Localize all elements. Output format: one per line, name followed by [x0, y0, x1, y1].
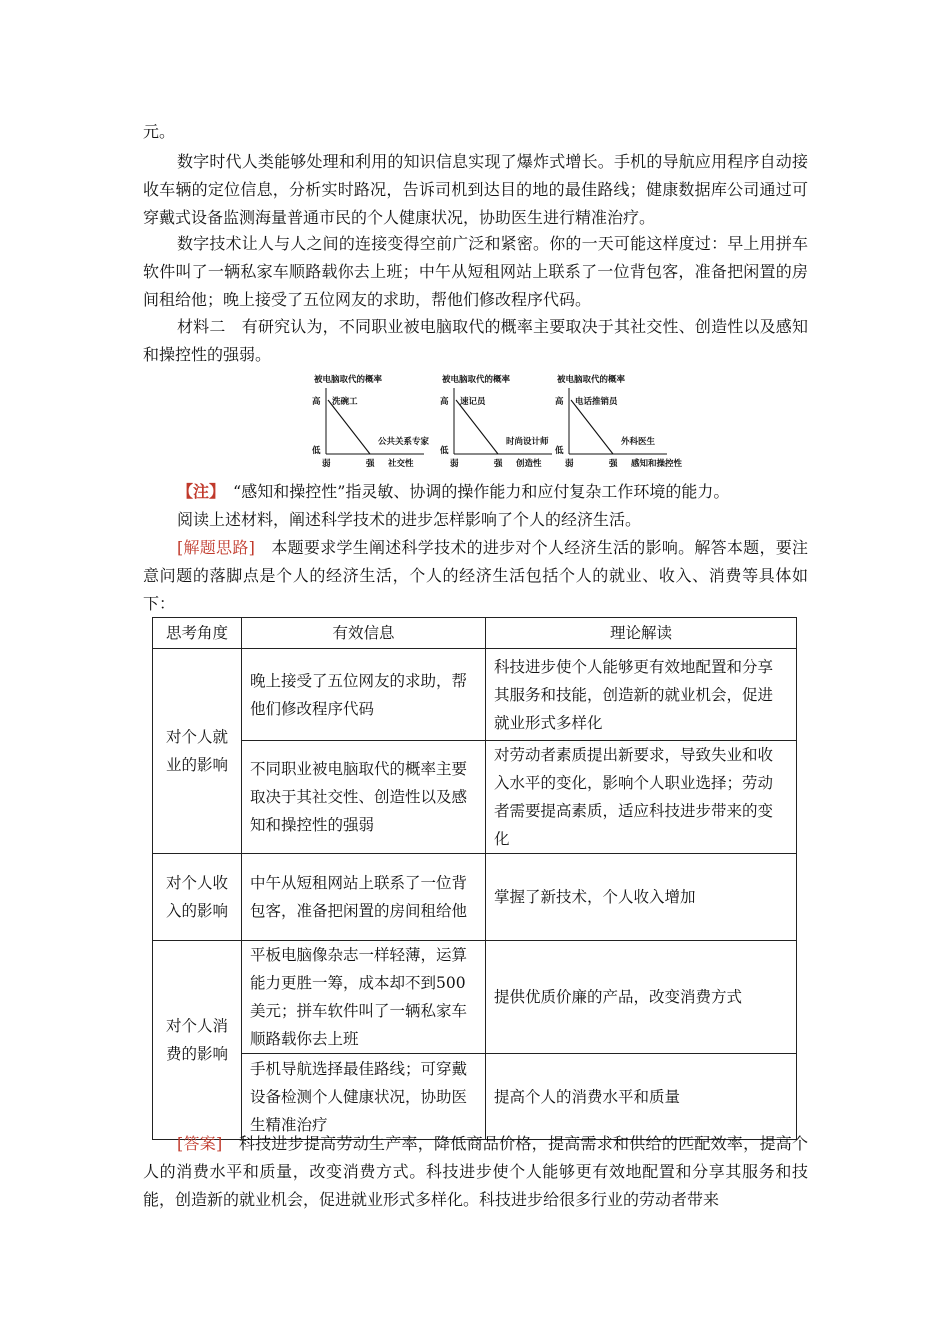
- x-tick-label: 强: [494, 459, 503, 469]
- point-label: 时尚设计师: [506, 437, 549, 447]
- theory-cell: 掌握了新技术，个人收入增加: [486, 854, 797, 941]
- chart-social: [310, 374, 435, 474]
- point-label: 外科医生: [621, 437, 656, 447]
- y-tick-label: 高: [555, 397, 564, 407]
- category-income: 对个人收入的影响: [153, 854, 242, 941]
- info-cell: 平板电脑像杂志一样轻薄，运算能力更胜一筹，成本却不到500美元；拼车软件叫了一辆私家车顺路载你去上班: [242, 941, 486, 1054]
- y-tick-label: 低: [440, 446, 449, 456]
- table-row: [153, 1054, 797, 1140]
- table-row: [153, 854, 797, 941]
- table-header-row: [153, 618, 797, 649]
- series-line: [571, 400, 613, 454]
- x-tick-label: 弱: [565, 459, 574, 469]
- chart-title: 被电脑取代的概率: [557, 375, 626, 385]
- series-line: [328, 400, 370, 454]
- y-tick-label: 高: [312, 397, 321, 407]
- info-cell: 晚上接受了五位网友的求助，帮他们修改程序代码: [242, 649, 486, 741]
- x-axis-label: 感知和操控性: [631, 459, 683, 469]
- theory-cell: 科技进步使个人能够更有效地配置和分享其服务和技能，创造新的就业机会，促进就业形式多样化: [486, 649, 797, 741]
- paragraph-continuation: 元。: [143, 122, 176, 141]
- header-theory: 理论解读: [486, 618, 797, 649]
- question-text: 阅读上述材料，阐述科学技术的进步怎样影响了个人的经济生活。: [177, 510, 642, 529]
- x-tick-label: 弱: [322, 459, 331, 469]
- table-row: [153, 649, 797, 741]
- theory-cell: 提供优质价廉的产品，改变消费方式: [486, 941, 797, 1054]
- category-consumption: 对个人消费的影响: [153, 941, 242, 1140]
- y-tick-label: 低: [312, 446, 321, 456]
- approach-text: 本题要求学生阐述科学技术的进步对个人经济生活的影响。解答本题，要注意问题的落脚点是个人的经济生活，个人的经济生活包括个人的就业、收入、消费等具体如下：: [143, 538, 808, 613]
- x-tick-label: 弱: [450, 459, 459, 469]
- point-label: 电话推销员: [575, 397, 618, 407]
- point-label: 公共关系专家: [378, 437, 430, 447]
- point-label: 速记员: [460, 397, 486, 407]
- analysis-table: [152, 617, 797, 1140]
- note-text: “感知和操控性”指灵敏、协调的操作能力和应付复杂工作环境的能力。: [217, 482, 730, 501]
- x-axis-label: 社交性: [388, 459, 414, 469]
- paragraph-digital-connection: 数字技术让人与人之间的连接变得空前广泛和紧密。你的一天可能这样度过：早上用拼车软件叫了一辆私家车顺路载你去上班；中午从短租网站上联系了一位背包客，准备把闲置的房间租给他；晚上接受了五位网友的求助，帮他们修改程序代码。: [143, 234, 808, 309]
- answer-label: [答案]: [177, 1134, 223, 1153]
- theory-cell: 对劳动者素质提出新要求，导致失业和收入水平的变化，影响个人职业选择；劳动者需要提高素质，适应科技进步带来的变化: [486, 741, 797, 854]
- replacement-probability-charts: [310, 374, 690, 474]
- chart-creativity: [438, 374, 563, 474]
- table-row: [153, 741, 797, 854]
- header-angle: 思考角度: [153, 618, 242, 649]
- theory-cell: 提高个人的消费水平和质量: [486, 1054, 797, 1140]
- point-label: 洗碗工: [332, 397, 358, 407]
- info-cell: 不同职业被电脑取代的概率主要取决于其社交性、创造性以及感知和操控性的强弱: [242, 741, 486, 854]
- info-cell: 中午从短租网站上联系了一位背包客，准备把闲置的房间租给他: [242, 854, 486, 941]
- y-tick-label: 高: [440, 397, 449, 407]
- x-axis-label: 创造性: [516, 459, 542, 469]
- header-info: 有效信息: [242, 618, 486, 649]
- answer-paragraph: [143, 1130, 808, 1214]
- table-row: [153, 941, 797, 1054]
- note-line: [143, 478, 808, 506]
- approach-label: [解题思路]: [177, 538, 255, 557]
- chart-title: 被电脑取代的概率: [314, 375, 383, 385]
- paragraph-material-two: 材料二 有研究认为，不同职业被电脑取代的概率主要取决于其社交性、创造性以及感知和操控性的强弱。: [143, 317, 808, 364]
- answer-text: 科技进步提高劳动生产率，降低商品价格，提高需求和供给的匹配效率，提高个人的消费水平和质量，改变消费方式。科技进步使个人能够更有效地配置和分享其服务和技能，创造新的就业机会，促进就业形式多样化。科技进步给很多行业的劳动者带来: [143, 1134, 808, 1209]
- x-tick-label: 强: [609, 459, 618, 469]
- paragraph-digital-info: 数字时代人类能够处理和利用的知识信息实现了爆炸式增长。手机的导航应用程序自动接收车辆的定位信息，分析实时路况，告诉司机到达目的地的最佳路线；健康数据库公司通过可穿戴式设备监测海量普通市民的个人健康状况，协助医生进行精准治疗。: [143, 152, 808, 227]
- x-tick-label: 强: [366, 459, 375, 469]
- category-employment: 对个人就业的影响: [153, 649, 242, 854]
- note-label: 【注】: [177, 482, 218, 501]
- y-tick-label: 低: [555, 446, 564, 456]
- chart-perception: [553, 374, 683, 474]
- approach-paragraph: [143, 534, 808, 618]
- chart-title: 被电脑取代的概率: [442, 375, 511, 385]
- info-cell: 手机导航选择最佳路线；可穿戴设备检测个人健康状况，协助医生精准治疗: [242, 1054, 486, 1140]
- series-line: [456, 400, 498, 454]
